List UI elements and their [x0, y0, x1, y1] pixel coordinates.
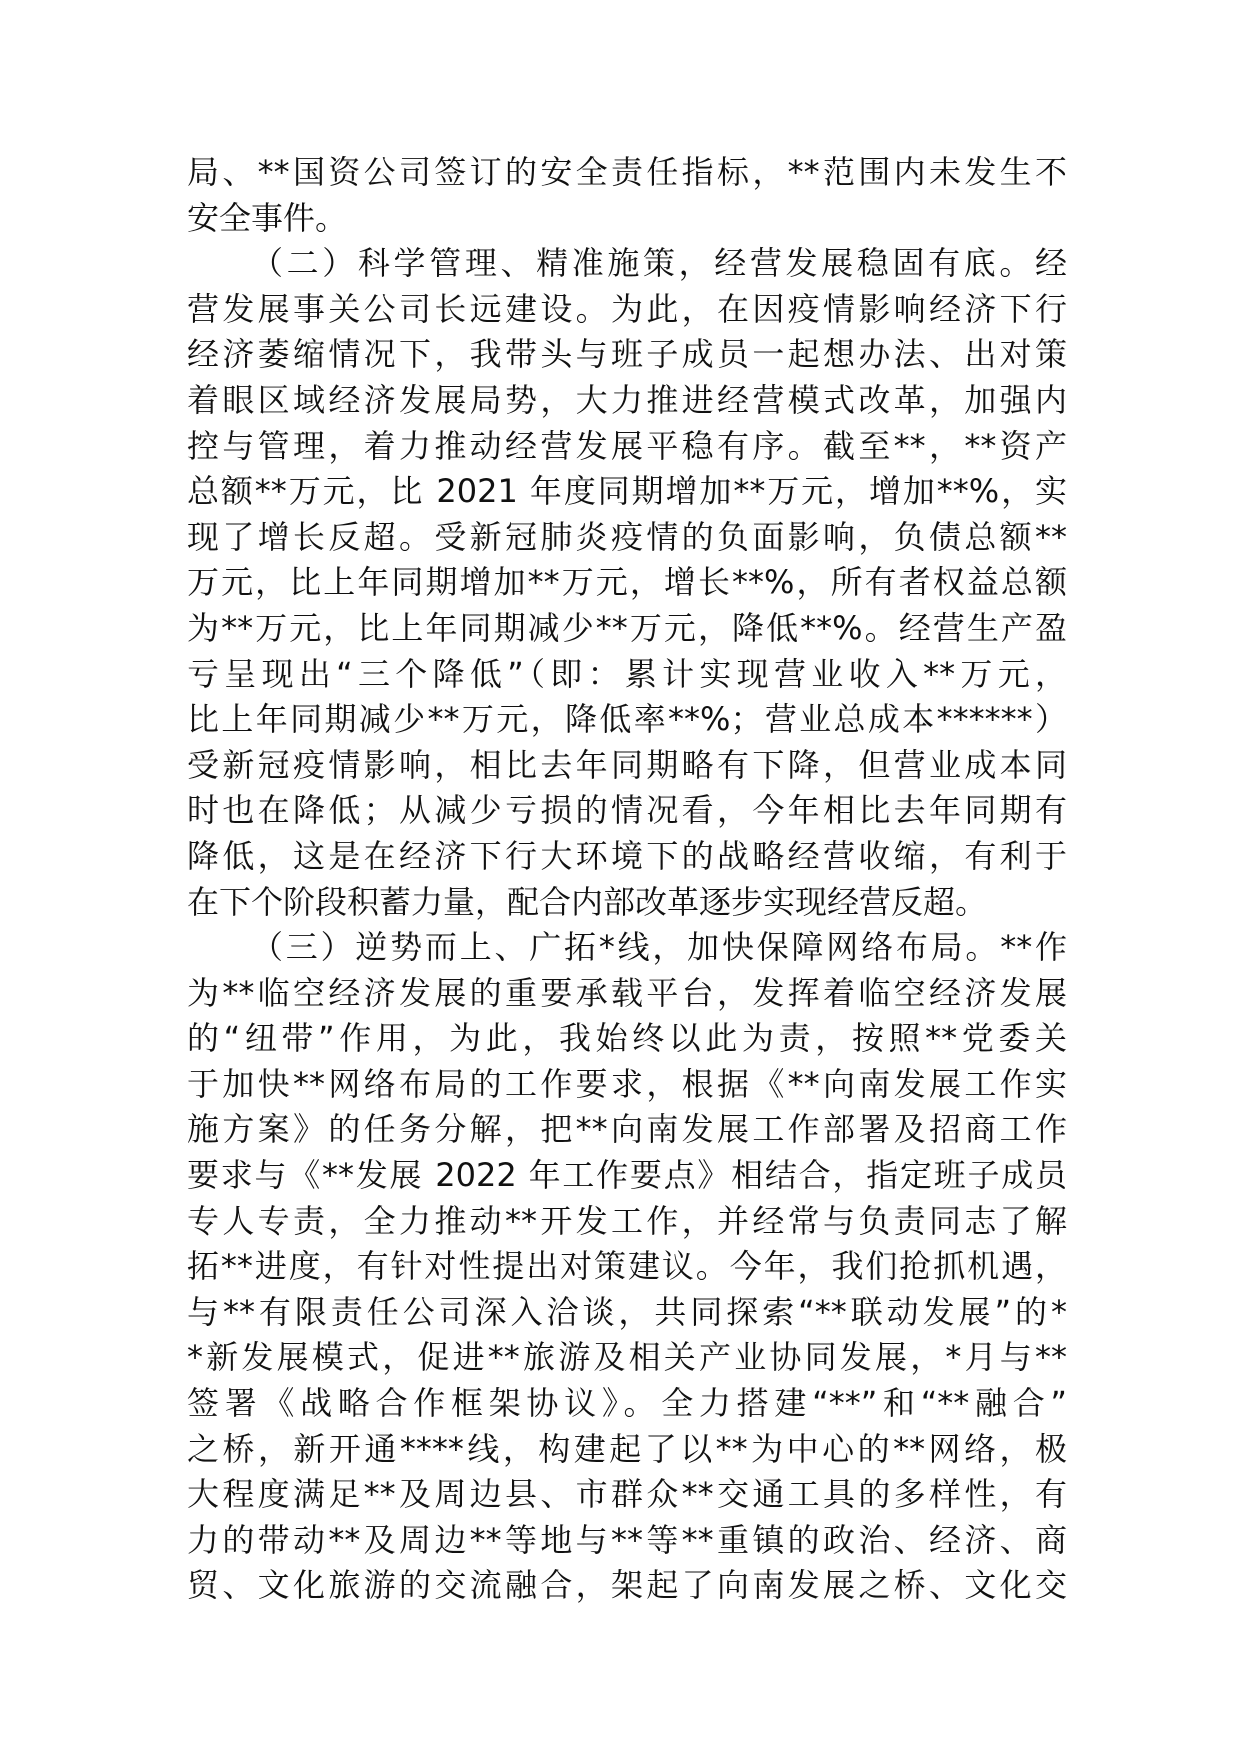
text-line: 比上年同期减少**万元，降低率**%；营业总成本******）	[187, 700, 1067, 739]
text-line: 安全事件。	[187, 198, 348, 237]
text-line: 总额**万元，比 2021 年度同期增加**万元，增加**%，实	[187, 472, 1067, 511]
section-heading-line: （二）科学管理、精准施策，经营发展稳固有底。经	[251, 244, 1067, 283]
text-line: 着眼区域经济发展局势，大力推进经营模式改革，加强内	[187, 380, 1067, 419]
text-line: 大程度满足**及周边县、市群众**交通工具的多样性，有	[187, 1475, 1067, 1514]
text-line: 局、**国资公司签订的安全责任指标，**范围内未发生不	[187, 153, 1067, 191]
text-line: 受新冠疫情影响，相比去年同期略有下降，但营业成本同	[187, 745, 1067, 784]
text-line: 时也在降低；从减少亏损的情况看，今年相比去年同期有	[187, 791, 1067, 830]
text-line: 在下个阶段积蓄力量，配合内部改革逐步实现经营反超。	[187, 882, 988, 921]
text-line: 签署《战略合作框架协议》。全力搭建“**”和“**融合”	[187, 1384, 1067, 1423]
text-line: 要求与《**发展 2022 年工作要点》相结合，指定班子成员	[187, 1156, 1067, 1195]
text-line: 为**万元，比上年同期减少**万元，降低**%。经营生产盈	[187, 608, 1067, 647]
text-line: 之桥，新开通****线，构建起了以**为中心的**网络，极	[187, 1429, 1067, 1468]
text-line: *新发展模式，促进**旅游及相关产业协同发展，*月与**	[187, 1338, 1067, 1377]
section-heading-line: （三）逆势而上、广拓*线，加快保障网络布局。**作	[251, 928, 1067, 967]
text-line: 的“纽带”作用，为此，我始终以此为责，按照**党委关	[187, 1019, 1067, 1058]
text-line: 施方案》的任务分解，把**向南发展工作部署及招商工作	[187, 1110, 1067, 1149]
text-line: 贸、文化旅游的交流融合，架起了向南发展之桥、文化交	[187, 1566, 1067, 1605]
text-line: 力的带动**及周边**等地与**等**重镇的政治、经济、商	[187, 1520, 1067, 1559]
text-line: 降低，这是在经济下行大环境下的战略经营收缩，有利于	[187, 836, 1067, 875]
text-line: 与**有限责任公司深入洽谈，共同探索“**联动发展”的*	[187, 1292, 1067, 1331]
text-line: 万元，比上年同期增加**万元，增长**%，所有者权益总额	[187, 563, 1067, 602]
text-line: 控与管理，着力推动经营发展平稳有序。截至**，**资产	[187, 426, 1067, 465]
text-line: 拓**进度，有针对性提出对策建议。今年，我们抢抓机遇，	[187, 1247, 1067, 1286]
text-line: 亏呈现出“三个降低”（即：累计实现营业收入**万元，	[187, 654, 1067, 693]
text-line: 专人专责，全力推动**开发工作，并经常与负责同志了解	[187, 1201, 1067, 1240]
text-line: 营发展事关公司长远建设。为此，在因疫情影响经济下行	[187, 289, 1067, 328]
body-text	[187, 150, 1067, 1609]
text-line: 为**临空经济发展的重要承载平台，发挥着临空经济发展	[187, 973, 1067, 1012]
text-line: 经济萎缩情况下，我带头与班子成员一起想办法、出对策	[187, 335, 1067, 374]
text-line: 现了增长反超。受新冠肺炎疫情的负面影响，负债总额**	[187, 517, 1067, 556]
text-line: 于加快**网络布局的工作要求，根据《**向南发展工作实	[187, 1064, 1067, 1103]
